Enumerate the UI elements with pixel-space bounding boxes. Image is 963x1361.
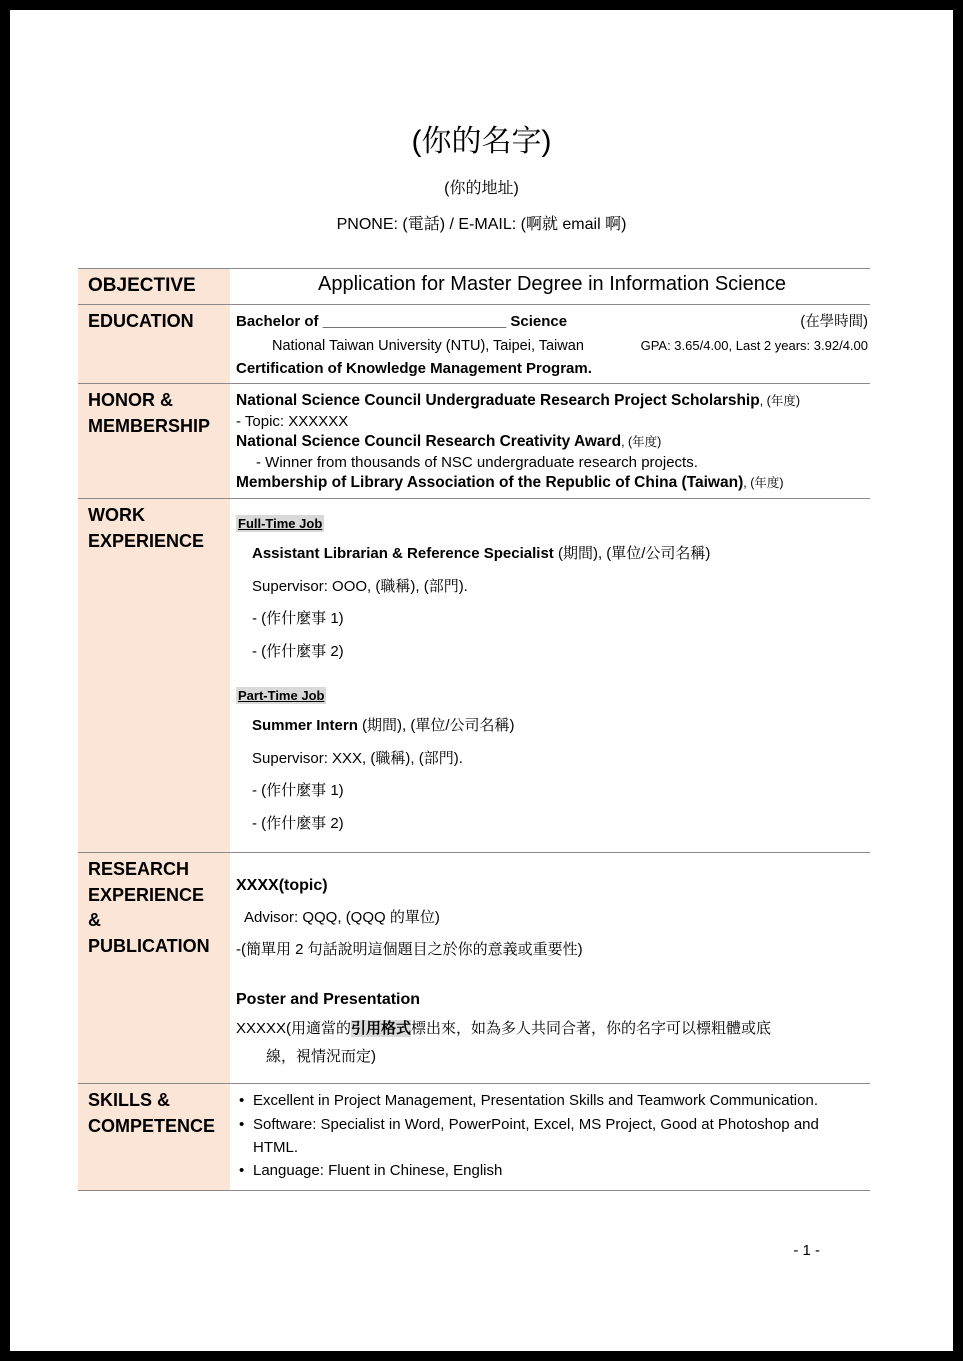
skills-bullet-item — [236, 1090, 868, 1113]
honor-item — [236, 391, 868, 410]
education-content — [230, 305, 870, 383]
candidate-name: (你的名字) — [411, 125, 552, 158]
honor-content — [230, 384, 870, 498]
section-label-education: EDUCATION — [78, 305, 230, 383]
bullet-icon: • — [239, 1091, 245, 1109]
job-title-text: Assistant Librarian & Reference Specialist — [252, 544, 554, 562]
label-line: EXPERIENCE — [88, 884, 205, 905]
honor-item-year: , (年度) — [743, 475, 784, 490]
section-education — [78, 304, 870, 383]
section-honor-membership — [78, 383, 870, 498]
research-citation — [236, 1018, 868, 1067]
section-work-experience — [78, 498, 870, 852]
label-line: HONOR & — [88, 389, 173, 410]
citation-pre: XXXXX(用適當的 — [236, 1019, 352, 1037]
education-gpa: GPA: 3.65/4.00, Last 2 years: 3.92/4.00 — [640, 337, 868, 353]
work-task: - (作什麼事 1) — [252, 782, 344, 800]
label-line: & — [88, 910, 101, 931]
honor-item-sub: - Topic: XXXXXX — [236, 412, 349, 430]
honor-item — [236, 432, 868, 451]
section-label-work — [78, 499, 230, 852]
skills-content — [230, 1084, 870, 1190]
work-job-title — [252, 545, 868, 564]
section-research — [78, 852, 870, 1083]
education-school-line — [236, 338, 868, 354]
label-line: PUBLICATION — [88, 935, 210, 956]
honor-item-title: National Science Council Research Creativity Award — [236, 432, 622, 450]
work-parttime-header: Part-Time Job — [238, 687, 325, 703]
bullet-icon: • — [239, 1162, 245, 1180]
work-job-title — [252, 717, 868, 736]
contact-line: PNONE: (電話) / E-MAIL: (啊就 email 啊) — [336, 216, 627, 233]
skills-bullet-text: Software: Specialist in Word, PowerPoint, Excel, MS Project, Good at Photoshop and HTML. — [253, 1115, 819, 1156]
education-degree-line — [236, 310, 868, 331]
education-degree — [236, 313, 567, 330]
research-content — [230, 853, 870, 1083]
honor-item-title: Membership of Library Association of the Republic of China (Taiwan) — [236, 473, 744, 491]
work-task: - (作什麼事 2) — [252, 815, 344, 833]
skills-bullet-text: Language: Fluent in Chinese, English — [253, 1162, 503, 1180]
citation-post: 標出來，如為多人共同合著，你的名字可以標粗體或底 — [411, 1019, 772, 1037]
honor-item — [236, 473, 868, 492]
job-title-suffix: (期間), (單位/公司名稱) — [553, 544, 711, 562]
document-page — [10, 10, 953, 1351]
label-line: WORK — [88, 504, 145, 525]
honor-item-sub: - Winner from thousands of NSC undergraduate research projects. — [256, 453, 698, 471]
candidate-address: (你的地址) — [444, 180, 519, 197]
citation-highlight: 引用格式 — [351, 1019, 412, 1037]
page-number: - 1 - — [793, 1242, 820, 1259]
bullet-icon: • — [239, 1115, 245, 1133]
research-note: -(簡單用 2 句話說明這個題目之於你的意義或重要性) — [236, 940, 583, 958]
label-line: SKILLS & — [88, 1089, 171, 1110]
research-citation-line2: 線，視情況而定) — [266, 1047, 376, 1065]
label-line: RESEARCH — [88, 858, 190, 879]
degree-blank: ______________________ — [322, 312, 507, 330]
honor-item-title: National Science Council Undergraduate Research Project Scholarship — [236, 391, 760, 409]
skills-bullet-item — [236, 1160, 868, 1183]
education-period: (在學時間) — [800, 313, 868, 330]
section-label-honor — [78, 384, 230, 498]
degree-prefix: Bachelor of — [236, 312, 323, 330]
honor-item-year: , (年度) — [759, 393, 800, 408]
work-task: - (作什麼事 2) — [252, 643, 344, 661]
education-certification: Certification of Knowledge Management Program. — [236, 359, 592, 377]
section-label-research — [78, 853, 230, 1083]
research-poster-header: Poster and Presentation — [236, 990, 421, 1008]
research-topic: XXXX(topic) — [236, 876, 328, 894]
work-supervisor: Supervisor: OOO, (職稱), (部門). — [252, 577, 468, 595]
section-label-objective: OBJECTIVE — [78, 269, 230, 304]
resume-table — [78, 268, 870, 1191]
honor-item-year: , (年度) — [621, 434, 662, 449]
work-fulltime-header: Full-Time Job — [238, 515, 323, 531]
label-line: EXPERIENCE — [88, 530, 205, 551]
degree-suffix: Science — [506, 312, 568, 330]
education-school: National Taiwan University (NTU), Taipei, Taiwan — [272, 337, 584, 354]
work-supervisor: Supervisor: XXX, (職稱), (部門). — [252, 749, 463, 767]
research-advisor: Advisor: QQQ, (QQQ 的單位) — [244, 908, 440, 926]
work-content — [230, 499, 870, 852]
skills-bullet-text: Excellent in Project Management, Presentation Skills and Teamwork Communication. — [253, 1091, 818, 1109]
work-task: - (作什麼事 1) — [252, 610, 344, 628]
skills-bullet-item — [236, 1114, 868, 1160]
job-title-text: Summer Intern — [252, 716, 358, 734]
resume-header — [10, 116, 953, 234]
section-label-skills — [78, 1084, 230, 1190]
objective-text: Application for Master Degree in Information Science — [317, 273, 786, 295]
job-title-suffix: (期間), (單位/公司名稱) — [357, 716, 515, 734]
section-objective — [78, 268, 870, 304]
label-line: COMPETENCE — [88, 1115, 216, 1136]
label-line: MEMBERSHIP — [88, 415, 211, 436]
section-skills — [78, 1083, 870, 1191]
